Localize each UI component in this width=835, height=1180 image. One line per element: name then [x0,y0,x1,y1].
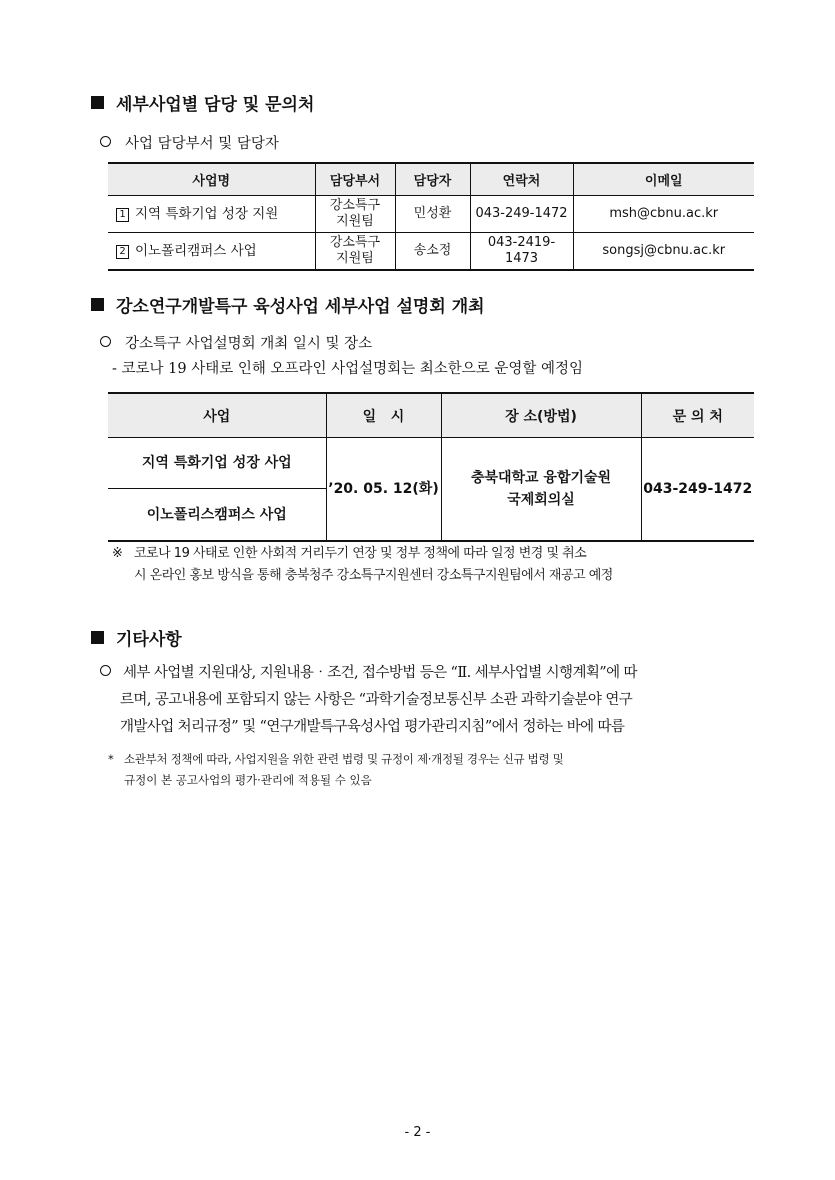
table-row [108,196,754,233]
table-header-row [108,393,754,438]
business-name: 이노폴리캠퍼스 사업 [135,243,257,259]
email-cell: msh@cbnu.ac.kr [573,196,754,233]
department-line2: 지원팀 [336,214,374,229]
para-line3: 개발사업 처리규정” 및 “연구개발특구육성사업 평가관리지침”에서 정하는 바에 따름 [120,719,625,735]
place-line1: 충북대학교 융합기술원 [470,470,612,486]
header-datetime: 일 시 [326,393,441,438]
footnote-line2: 시 온라인 홍보 방식을 통해 충북청주 강소특구지원센터 강소특구지원팀에서 재공고 예정 [134,568,613,583]
department-line1: 강소특구 [329,235,381,250]
para-text1: 세부 사업별 지원대상, 지원내용‧조건, 접수방법 등은 “Ⅱ. 세부사업별 시행계획”에 따 [123,665,637,681]
section2-sub: 강소특구 사업설명회 개최 일시 및 장소 [125,336,373,352]
asterisk-mark: * [108,752,114,766]
business-name: 지역 특화기업 성장 지원 [135,206,279,222]
department-cell [315,233,395,271]
header-place: 장 소(방법) [441,393,641,438]
small-note-line2: 규정이 본 공고사업의 평가·관리에 적용될 수 있음 [124,773,372,787]
section2-title: 강소연구개발특구 육성사업 세부사업 설명회 개최 [116,297,485,317]
section2-dash-note: - 코로나 19 사태로 인해 오프라인 사업설명회는 최소한으로 운영할 예정임 [112,361,584,377]
small-note-text1: 소관부처 정책에 따라, 사업지원을 위한 관련 법령 및 규정이 제‧개정될 경우는 신규 법령 및 [124,752,564,766]
header-department: 담당부서 [315,163,395,196]
section2-heading [91,292,485,317]
square-bullet-icon [91,631,104,644]
para-line2: 르며, 공고내용에 포함되지 않는 사항은 “과학기술정보통신부 소관 과학기술분야 연구 [120,692,633,708]
footnote-line1 [112,543,757,565]
phone-cell: 043-2419-1473 [470,233,573,271]
header-phone: 연락처 [470,163,573,196]
department-line2: 지원팀 [336,251,374,266]
footnote-text1: 코로나 19 사태로 인한 사회적 거리두기 연장 및 정부 정책에 따라 일정 변경 및 취소 [134,546,587,561]
section3-paragraph [100,660,760,741]
contact-table [108,162,754,271]
header-email: 이메일 [573,163,754,196]
person-cell: 송소정 [395,233,470,271]
circle-bullet-icon [100,336,111,347]
section2-footnote [112,543,757,587]
business-name-cell [108,196,315,233]
row-number: 2 [116,245,129,259]
date-cell: ’20. 05. 12(화) [326,438,441,542]
header-business: 사업 [108,393,326,438]
section2-subheading [100,332,372,353]
header-business-name: 사업명 [108,163,315,196]
circle-bullet-icon [100,665,111,676]
para-line1 [100,660,760,687]
row-number: 1 [116,208,129,222]
section3-title: 기타사항 [116,630,182,650]
section1-sub: 사업 담당부서 및 담당자 [125,136,279,152]
person-cell: 민성환 [395,196,470,233]
department-cell [315,196,395,233]
business-cell: 지역 특화기업 성장 사업 [108,438,326,489]
section1-subheading [100,132,279,153]
place-cell [441,438,641,542]
phone-cell: 043-249-1472 [470,196,573,233]
circle-bullet-icon [100,136,111,147]
section3-small-note [108,749,760,791]
section1-title: 세부사업별 담당 및 문의처 [116,95,315,115]
table-header-row [108,163,754,196]
place-line2: 국제회의실 [507,492,575,508]
briefing-table [108,392,754,542]
page-number: - 2 - [404,1125,431,1140]
contact-cell: 043-249-1472 [641,438,754,542]
business-cell: 이노폴리스캠퍼스 사업 [146,506,287,523]
small-note-line1 [108,749,760,770]
reference-mark: ※ [112,546,123,561]
square-bullet-icon [91,96,104,109]
business-name-cell [108,233,315,271]
table-row [108,233,754,271]
header-contact: 문 의 처 [641,393,754,438]
email-cell: songsj@cbnu.ac.kr [573,233,754,271]
section3-heading [91,625,182,650]
department-line1: 강소특구 [329,198,381,213]
square-bullet-icon [91,298,104,311]
header-person: 담당자 [395,163,470,196]
table-row [108,438,754,489]
section1-heading [91,90,314,115]
